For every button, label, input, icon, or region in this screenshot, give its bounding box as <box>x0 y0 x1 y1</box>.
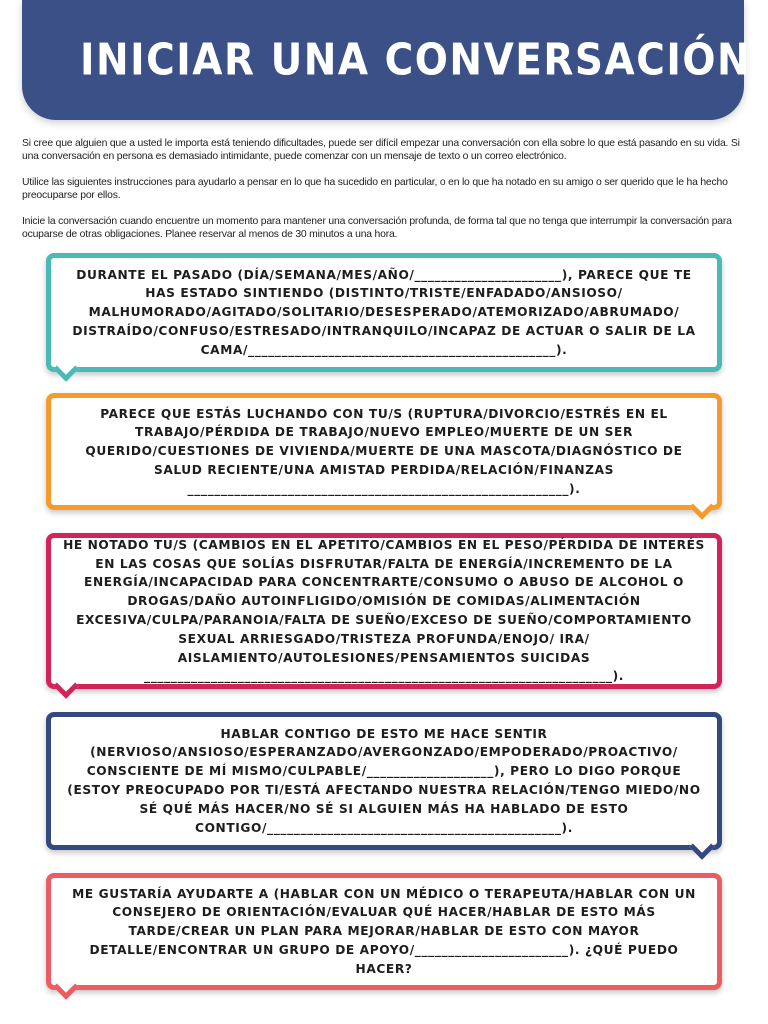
prompt-text: HE NOTADO TU/S (CAMBIOS EN EL APETITO/CAMBIOS EN EL PESO/PÉRDIDA DE INTERÉS EN LAS COSAS QUE SOLÍAS DISFRUTAR/FALTA DE ENERGÍA/INCREMENTO DE LA ENERGÍA/INCAPACIDAD PARA CONCENTRARTE/CONSUMO O ABUSO DE ALCOHOL O DROGAS/DAÑO AUTOINFLIGIDO/OMISIÓN DE COMIDAS/ALIMENTACIÓN EXCESIVA/CULPA/PARANOIA/FALTA DE SUEÑO/EXCESO DE SUEÑO/COMPORTAMIENTO SEXUAL ARRIESGADO/TRISTEZA PROFUNDA/ENOJO/ IRA/ AISLAMIENTO/AUTOLESIONES/PENSAMIENTOS SUICIDAS ______________________________________________________________________). <box>63 537 705 684</box>
prompt-bubble-own-feelings <box>46 712 722 850</box>
prompt-bubble-offer-help <box>46 873 722 990</box>
prompt-text: PARECE QUE ESTÁS LUCHANDO CON TU/S (RUPTURA/DIVORCIO/ESTRÉS EN EL TRABAJO/PÉRDIDA DE TRABAJO/NUEVO EMPLEO/MUERTE DE UN SER QUERIDO/CUESTIONES DE VIVIENDA/MUERTE DE UNA MASCOTA/DIAGNÓSTICO DE SALUD RECIENTE/UNA AMISTAD PERDIDA/RELACIÓN/FINANZAS _________________________________________________________). <box>85 406 683 496</box>
speech-bubble-tail <box>53 356 78 381</box>
prompt-bubble-feelings <box>46 253 722 372</box>
prompt-bubble-noticed-changes <box>46 533 722 689</box>
intro-text <box>22 138 748 255</box>
prompt-text: DURANTE EL PASADO (DÍA/SEMANA/MES/AÑO/______________________), PARECE QUE TE HAS ESTADO SINTIENDO (DISTINTO/TRISTE/ENFADADO/ANSIOSO/ MALHUMORADO/AGITADO/SOLITARIO/DESESPERADO/ATEMORIZADO/ABRUMADO/ DISTRAÍDO/CONFUSO/ESTRESADO/INTRANQUILO/INCAPAZ DE ACTUAR O SALIR DE LA CAMA/______________________________________________). <box>72 267 696 357</box>
prompt-text: HABLAR CONTIGO DE ESTO ME HACE SENTIR (NERVIOSO/ANSIOSO/ESPERANZADO/AVERGONZADO/EMPODERADO/PROACTIVO/ CONSCIENTE DE MÍ MISMO/CULPABLE/___________________), PERO LO DIGO PORQUE (ESTOY PREOCUPADO POR TI/ESTÁ AFECTANDO NUESTRA RELACIÓN/TENGO MIEDO/NO SÉ QUÉ MÁS HACER/NO SÉ SI ALGUIEN MÁS HA HABLADO DE ESTO CONTIGO/____________________________________________). <box>67 726 701 835</box>
title-banner <box>22 0 752 120</box>
prompt-text: ME GUSTARÍA AYUDARTE A (HABLAR CON UN MÉDICO O TERAPEUTA/HABLAR CON UN CONSEJERO DE ORIENTACIÓN/EVALUAR QUÉ HACER/HABLAR DE ESTO MÁS TARDE/CREAR UN PLAN PARA MEJORAR/HABLAR DE ESTO CON MAYOR DETALLE/ENCONTRAR UN GRUPO DE APOYO/_______________________). ¿QUÉ PUEDO HACER? <box>72 886 696 976</box>
page-title: INICIAR UNA CONVERSACIÓN <box>80 34 752 86</box>
intro-paragraph: Si cree que alguien que a usted le importa está teniendo dificultades, puede ser difícil empezar una conversación con ella sobre lo que está pasando en su vida. Si una conversación en persona es demasiado intimidante, puede comenzar con un mensaje de texto o un correo electrónico. <box>22 138 740 162</box>
intro-paragraph: Utilice las siguientes instrucciones para ayudarlo a pensar en lo que ha sucedido en particular, o en lo que ha notado en su amigo o ser querido que le ha hecho preocuparse por ellos. <box>22 177 728 201</box>
prompt-bubble-struggles <box>46 393 722 510</box>
speech-bubble-tail <box>689 834 714 859</box>
intro-paragraph: Inicie la conversación cuando encuentre un momento para mantener una conversación profunda, de forma tal que no tenga que interrumpir la conversación para ocuparse de otras obligaciones. Planee reservar al menos de 30 minutos a una hora. <box>22 216 732 240</box>
